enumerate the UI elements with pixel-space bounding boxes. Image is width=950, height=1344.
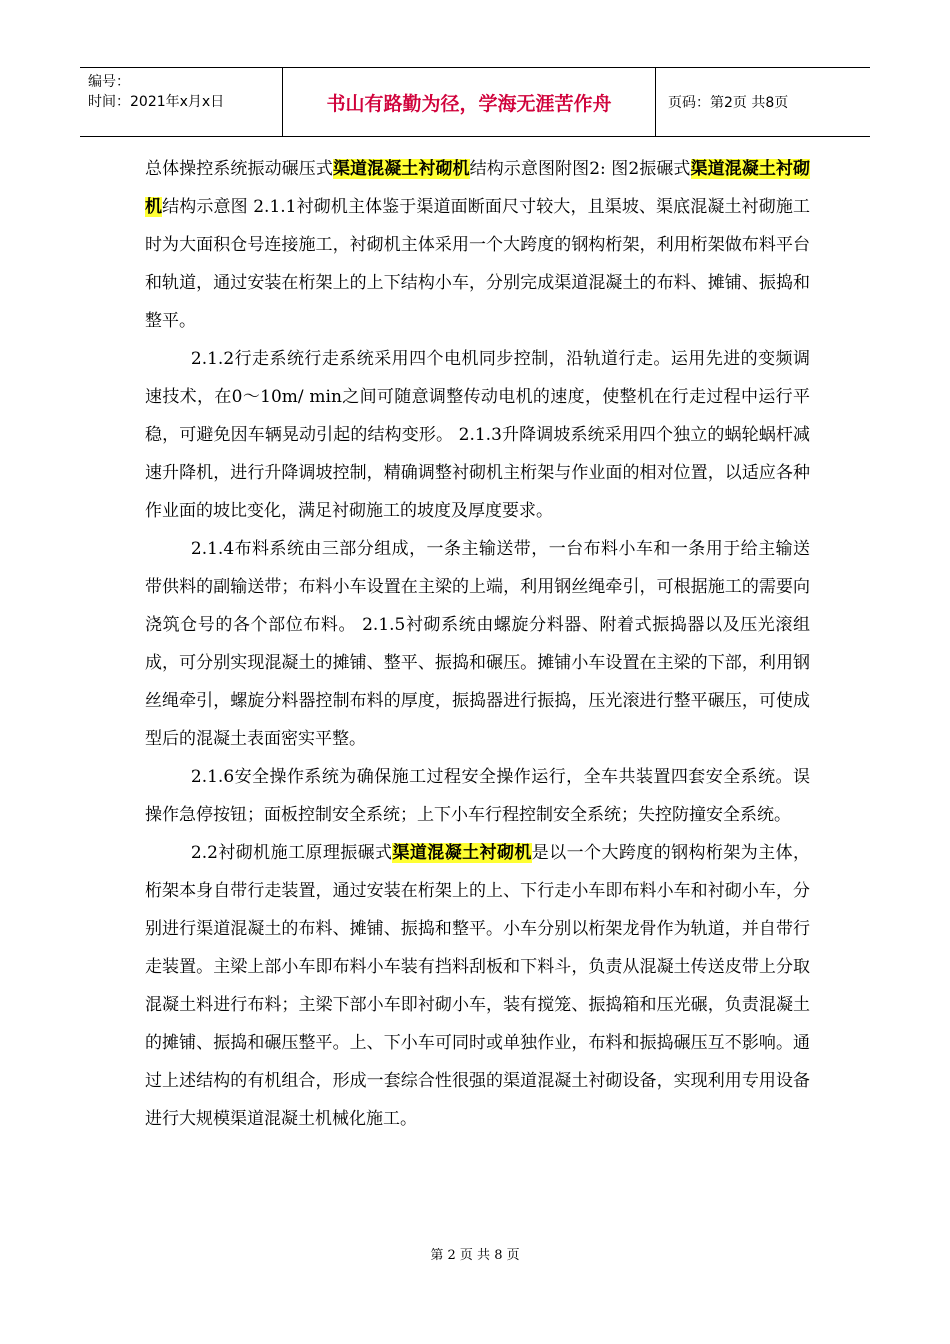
header-page-number: 页码：第2页 共8页 xyxy=(668,95,789,111)
paragraph-5-text-a: 2.2衬砌机施工原理振碾式 xyxy=(190,843,393,863)
header-meta xyxy=(80,68,283,136)
page-header xyxy=(80,67,870,137)
paragraph-3: 2.1.4布料系统由三部分组成，一条主输送带，一台布料小车和一条用于给主输送带供料的副输送带；布料小车设置在主梁的上端，利用钢丝绳牵引，可根据施工的需要向浇筑仓号的各个部位布料。 2.1.5衬砌系统由螺旋分料器、附着式振捣器以及压光滚组成，可分别实现混凝土的摊铺、整平、振捣和碾压。摊铺小车设置在主梁的下部，利用钢丝绳牵引，螺旋分料器控制布料的厚度，振捣器进行振捣，压光滚进行整平碾压，可使成型后的混凝土表面密实平整。 xyxy=(145,539,810,749)
paragraph-1-text-c: 结构示意图 2.1.1衬砌机主体鉴于渠道面断面尺寸较大，且渠坡、渠底混凝土衬砌施工时为大面积仓号连接施工，衬砌机主体采用一个大跨度的钢构桁架，利用桁架做布料平台和轨道，通过安装在桁架上的上下结构小车，分别完成渠道混凝土的布料、摊铺、振捣和整平。 xyxy=(145,197,810,331)
paragraph-1-text-b: 结构示意图附图2: 图2振碾式 xyxy=(469,159,691,179)
paragraph-4: 2.1.6安全操作系统为确保施工过程安全操作运行，全车共装置四套安全系统。误操作急停按钮；面板控制安全系统；上下小车行程控制安全系统；失控防撞安全系统。 xyxy=(145,767,810,825)
paragraph-5-text-b: 是以一个大跨度的钢构桁架为主体，桁架本身自带行走装置，通过安装在桁架上的上、下行走小车即布料小车和衬砌小车，分别进行渠道混凝土的布料、摊铺、振捣和整平。小车分别以桁架龙骨作为轨道，并自带行走装置。主梁上部小车即布料小车装有挡料刮板和下料斗，负责从混凝土传送皮带上分取混凝土料进行布料；主梁下部小车即衬砌小车，装有搅笼、振捣箱和压光碾，负责混凝土的摊铺、振捣和碾压整平。上、下小车可同时或单独作业，布料和振捣碾压互不影响。通过上述结构的有机组合，形成一套综合性很强的渠道混凝土衬砌设备，实现利用专用设备进行大规模渠道混凝土机械化施工。 xyxy=(145,843,811,1129)
paragraph-5 xyxy=(145,834,810,1138)
paragraph-2: 2.1.2行走系统行走系统采用四个电机同步控制，沿轨道行走。运用先进的变频调速技术，在0～10m/ min之间可随意调整传动电机的速度，使整机在行走过程中运行平稳，可避免因车辆晃动引起的结构变形。 2.1.3升降调坡系统采用四个独立的蜗轮蜗杆减速升降机，进行升降调坡控制，精确调整衬砌机主桁架与作业面的相对位置，以适应各种作业面的坡比变化，满足衬砌施工的坡度及厚度要求。 xyxy=(145,349,810,521)
paragraph-1-text-a: 总体操控系统振动碾压式 xyxy=(145,159,333,179)
document-time-label: 时间：2021年x月x日 xyxy=(88,94,225,110)
document-body xyxy=(145,150,810,1138)
highlighted-term: 渠道混凝土衬砌机 xyxy=(392,843,532,863)
document-number-label: 编号： xyxy=(88,74,130,90)
highlighted-term: 渠道混凝土衬砌机 xyxy=(332,159,470,179)
page-footer: 第 2 页 共 8 页 xyxy=(430,1248,520,1263)
highlighted-term: 渠道混凝土衬砌机 xyxy=(145,159,811,217)
header-slogan: 书山有路勤为径，学海无涯苦作舟 xyxy=(283,68,656,136)
paragraph-1 xyxy=(145,150,810,340)
